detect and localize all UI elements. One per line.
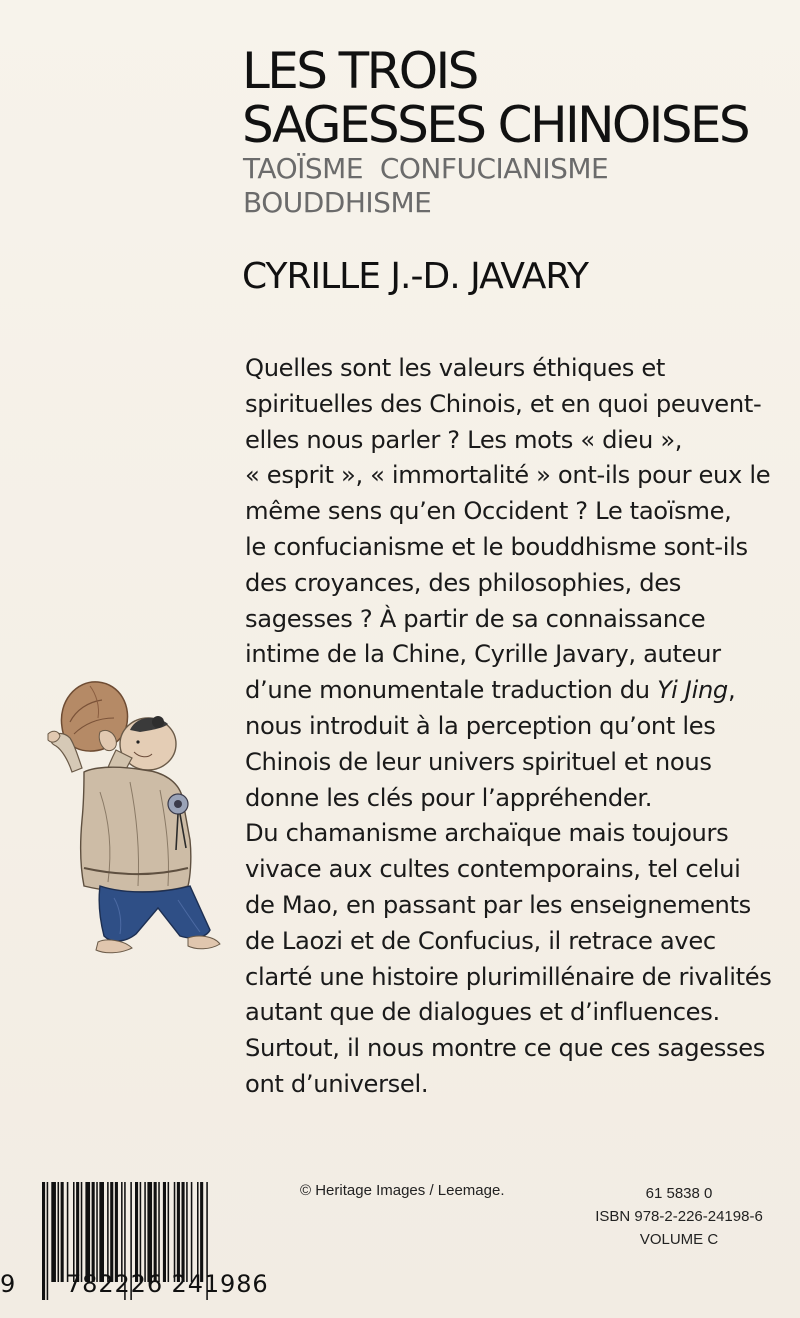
yi-jing-title: Yi Jing — [657, 676, 728, 705]
blurb-line: ont d’universel. — [245, 1069, 429, 1098]
barcode-bar — [99, 1182, 104, 1282]
barcode-bar — [182, 1182, 185, 1282]
barcode-bar — [200, 1182, 203, 1282]
barcode-bar — [81, 1182, 83, 1282]
barcode-bar — [73, 1182, 75, 1282]
child-holding-peach-illustration — [40, 672, 240, 982]
barcode-bar — [140, 1182, 142, 1282]
blurb-line: Quelles sont les valeurs éthiques et — [245, 354, 665, 382]
blurb-line: vivace aux cultes contemporains, tel celui — [245, 855, 741, 884]
barcode-first-digit: 9 — [0, 1270, 16, 1298]
blurb-line: nous introduit à la perception qu’ont les — [245, 711, 716, 740]
product-code: 61 5838 0 — [645, 1185, 713, 1202]
back-cover-blurb — [245, 351, 790, 1103]
barcode-bar — [147, 1182, 152, 1282]
barcode-bar — [76, 1182, 79, 1282]
author-name: CYRILLE J.-D. JAVARY — [242, 256, 589, 297]
blurb-line: elles nous parler ? Les mots « dieu », — [245, 425, 683, 454]
volume-label: VOLUME C — [639, 1231, 719, 1248]
book-codes — [574, 1182, 784, 1251]
barcode-bar — [186, 1182, 188, 1282]
image-credit: © Heritage Images / Leemage. — [300, 1182, 505, 1199]
book-title — [242, 44, 782, 152]
barcode-bar — [85, 1182, 90, 1282]
barcode-bar — [121, 1182, 123, 1282]
barcode-bar — [144, 1182, 146, 1282]
barcode-bar — [177, 1182, 180, 1282]
blurb-line: clarté une histoire plurimillénaire de rivalités — [245, 962, 772, 991]
barcode-bar — [197, 1182, 199, 1282]
subtitle-line1: TAOÏSME CONFUCIANISME — [243, 152, 609, 185]
blurb-line: donne les clés pour l’appréhender. — [245, 783, 653, 812]
blurb-line: même sens qu’en Occident ? Le taoïsme, — [245, 497, 732, 526]
blurb-text: , — [727, 676, 736, 705]
blurb-line: de Laozi et de Confucius, il retrace avec — [245, 926, 716, 955]
barcode-bar — [191, 1182, 193, 1282]
robe — [81, 767, 191, 892]
barcode-digits: 782226 241986 — [66, 1270, 269, 1298]
barcode-bar — [163, 1182, 166, 1282]
blurb-line: Chinois de leur univers spirituel et nous — [245, 747, 712, 776]
trousers — [99, 886, 210, 941]
barcode-bar — [158, 1182, 160, 1282]
barcode-bar — [58, 1182, 60, 1282]
barcode-bar — [67, 1182, 69, 1282]
barcode-bar — [135, 1182, 138, 1282]
blurb-line: Du chamanisme archaïque mais toujours — [245, 819, 729, 848]
blurb-line: sagesses ? À partir de sa connaissance — [245, 604, 706, 633]
blurb-line: spirituelles des Chinois, et en quoi peuvent- — [245, 389, 762, 418]
blurb-line: Surtout, il nous montre ce que ces sagesses — [245, 1034, 766, 1063]
blurb-line: intime de la Chine, Cyrille Javary, auteur — [245, 640, 721, 669]
barcode-bar — [47, 1182, 49, 1300]
barcode-bar — [115, 1182, 118, 1282]
barcode-bar — [42, 1182, 45, 1300]
book-title-line2: SAGESSES CHINOISES — [242, 96, 749, 154]
blurb-line: le confucianisme et le bouddhisme sont-ils — [245, 532, 748, 561]
barcode-bar — [61, 1182, 64, 1282]
blurb-line: de Mao, en passant par les enseignements — [245, 890, 751, 919]
blurb-line: des croyances, des philosophies, des — [245, 568, 682, 597]
barcode-bar — [51, 1182, 56, 1282]
barcode-bar — [96, 1182, 98, 1282]
subtitle-line2: BOUDDHISME — [243, 186, 432, 219]
barcode-bar — [174, 1182, 176, 1282]
barcode-bar — [168, 1182, 170, 1282]
blurb-text: d’une monumentale traduction du — [245, 676, 658, 705]
blurb-line-with-title — [245, 673, 790, 709]
blurb-line: « esprit », « immortalité » ont-ils pour eux le — [245, 461, 771, 490]
barcode-bar — [107, 1182, 109, 1282]
book-title-line1: LES TROIS — [242, 42, 477, 100]
book-subtitle — [243, 152, 783, 220]
blurb-line: autant que de dialogues et d’influences. — [245, 998, 720, 1027]
barcode-bar — [92, 1182, 95, 1282]
isbn: ISBN 978-2-226-24198-6 — [595, 1208, 763, 1225]
barcode-bar — [154, 1182, 157, 1282]
barcode-bar — [110, 1182, 113, 1282]
